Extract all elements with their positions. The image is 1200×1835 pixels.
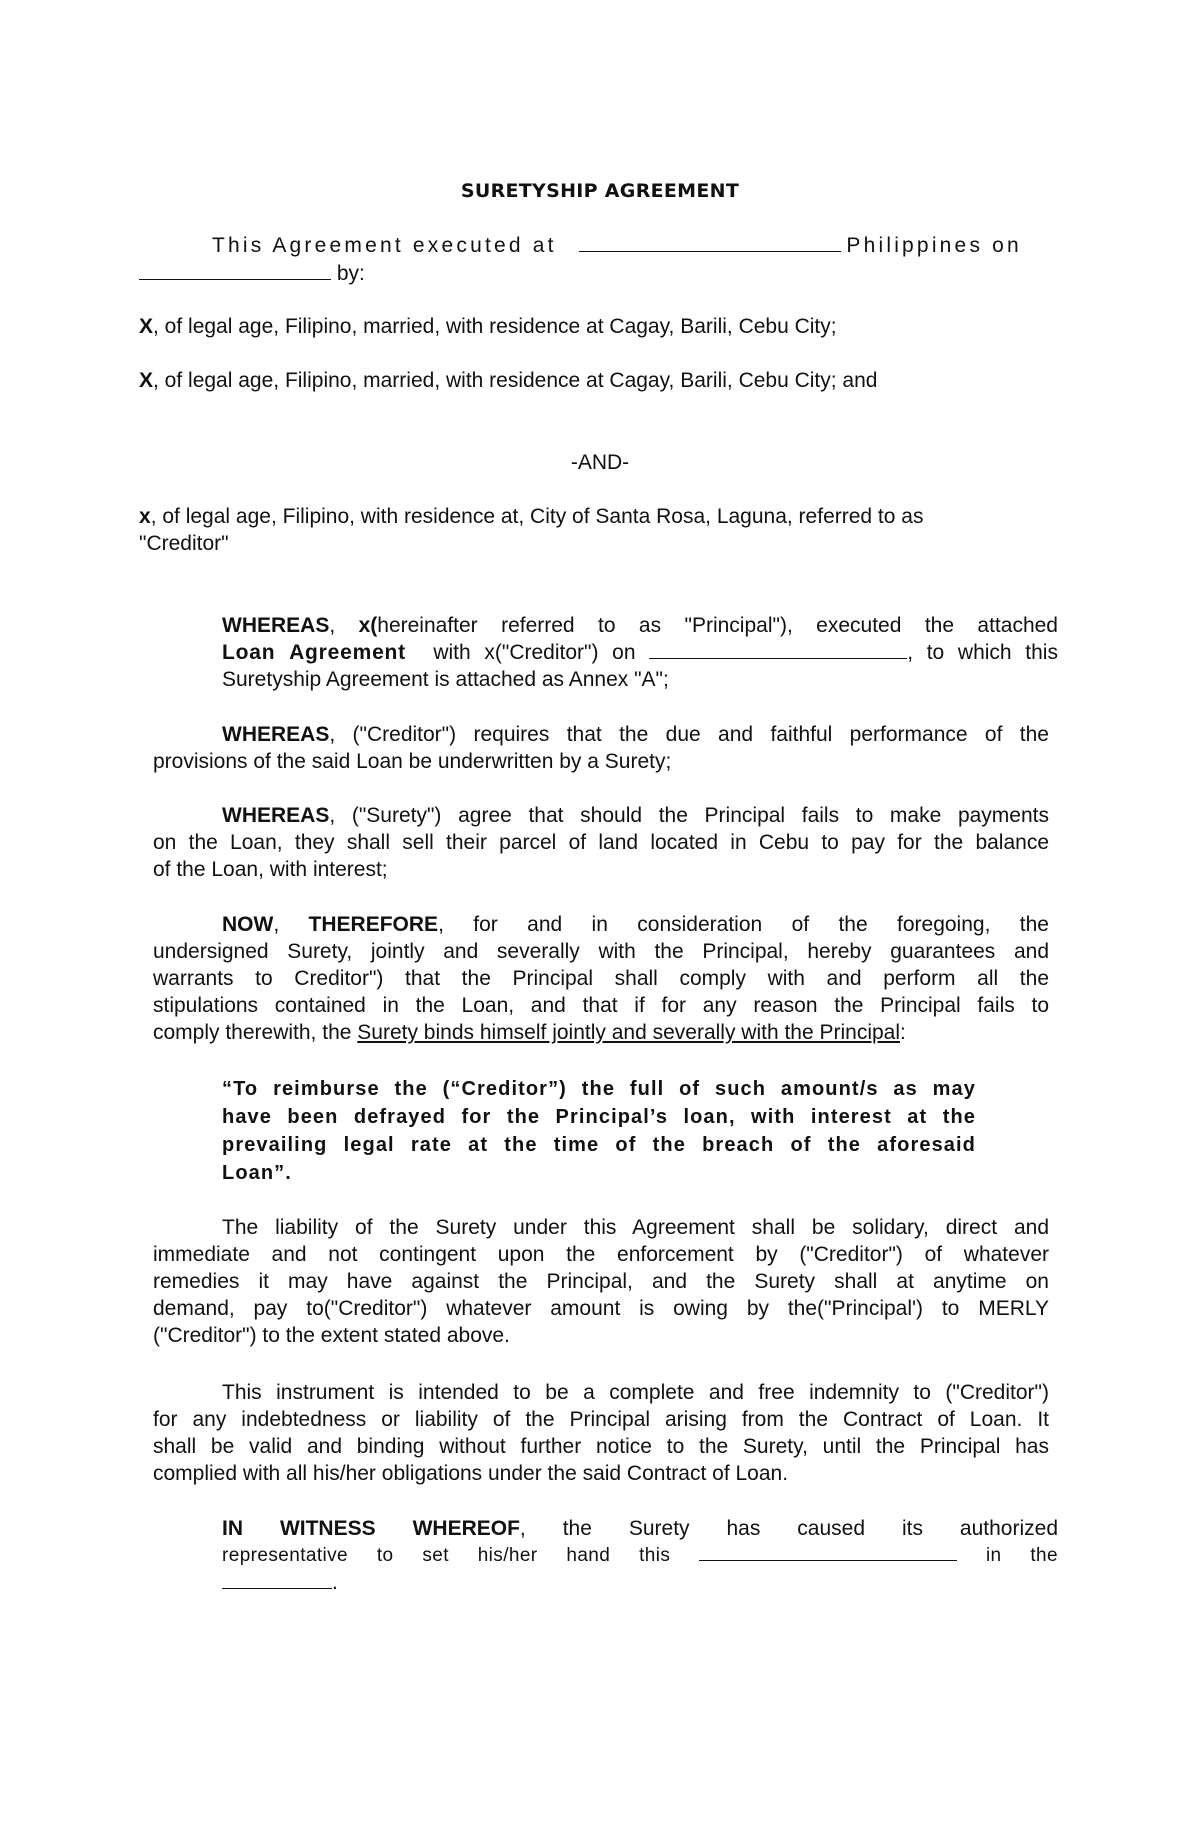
quote-line-4: Loan”.: [222, 1162, 292, 1184]
surety-binds-clause: Surety binds himself jointly and severally with the Principal: [357, 1021, 901, 1044]
creditor-details-line-2: "Creditor": [139, 532, 229, 555]
whereas-3-line-1-text: , ("Surety") agree that should the Principal fails to make payments: [329, 804, 1049, 827]
document-title: SURETYSHIP AGREEMENT: [460, 180, 740, 202]
party-1-details: , of legal age, Filipino, married, with residence at Cagay, Barili, Cebu City;: [153, 315, 837, 338]
creditor-details-line-1: , of legal age, Filipino, with residence at, City of Santa Rosa, Laguna, referred to as: [150, 505, 924, 528]
whereas-2-line-1-text: , ("Creditor") requires that the due and faithful performance of the: [329, 723, 1049, 746]
witness-line-1-text: , the Surety has caused its authorized: [519, 1517, 1058, 1540]
whereas-1-line-3: Suretyship Agreement is attached as Annex "A";: [222, 668, 669, 691]
liability-line-2: immediate and not contingent upon the enforcement by ("Creditor") of whatever: [153, 1243, 1049, 1266]
whereas-1-with-creditor: with x("Creditor") on: [433, 641, 636, 664]
intro-line-2: [139, 260, 365, 287]
now-therefore-line-1: [153, 911, 1049, 938]
now-therefore-line-5-prefix: comply therewith, the: [153, 1021, 352, 1044]
indemnity-line-1: This instrument is intended to be a complete and free indemnity to ("Creditor"): [222, 1381, 1049, 1404]
witness-line-2-prefix: representative to set his/her hand this: [222, 1545, 671, 1566]
whereas-3-line-2: on the Loan, they shall sell their parcel of land located in Cebu to pay for the balance: [153, 831, 1049, 854]
witness-line-2-suffix: in the: [985, 1545, 1058, 1566]
now-therefore: [153, 911, 1049, 1046]
whereas-2-line-2: provisions of the said Loan be underwritten by a Surety;: [153, 750, 672, 773]
creditor-party: [139, 503, 1059, 557]
liability-line-3: remedies it may have against the Principal, and the Surety shall at anytime on: [153, 1270, 1049, 1293]
party-2-name: X: [139, 369, 154, 392]
witness-line-2: [222, 1542, 1058, 1569]
whereas-3-line-3: of the Loan, with interest;: [153, 858, 388, 881]
and-separator: -AND-: [570, 451, 630, 474]
quote-line-1: “To reimburse the (“Creditor”) the full of such amount/s as may: [222, 1078, 976, 1100]
party-1-name: X: [139, 315, 154, 338]
whereas-2: [153, 721, 1049, 775]
loan-date-blank: [649, 640, 907, 659]
reimbursement-quote: [222, 1075, 976, 1187]
date-blank: [139, 261, 331, 280]
whereas-1: [222, 612, 1058, 693]
party-1: [139, 313, 1059, 340]
now-therefore-line-1-text: , for and in consideration of the foregoing, the: [438, 913, 1049, 936]
indemnity-paragraph: [153, 1379, 1049, 1487]
day-blank: [699, 1542, 957, 1561]
now-therefore-line-2: undersigned Surety, jointly and severally with the Principal, hereby guarantees and: [153, 940, 1049, 963]
indemnity-line-4: complied with all his/her obligations under the said Contract of Loan.: [153, 1462, 789, 1485]
creditor-name: x: [139, 505, 151, 528]
now-therefore-line-5-suffix: :: [900, 1021, 906, 1044]
whereas-1-label: WHEREAS: [222, 614, 330, 637]
month-blank: [222, 1570, 332, 1589]
witness-line-3-suffix: .: [332, 1571, 338, 1594]
intro-place-suffix: Philippines on: [846, 234, 1022, 257]
whereas-1-to-which: , to which this: [907, 641, 1058, 664]
indemnity-line-3: shall be valid and binding without further notice to the Surety, until the Principal has: [153, 1435, 1049, 1458]
whereas-1-principal-name: x(: [358, 614, 378, 637]
party-2: [139, 367, 1059, 394]
whereas-2-line-1: [153, 721, 1049, 748]
whereas-1-line-1: [222, 612, 1058, 639]
quote-line-3: prevailing legal rate at the time of the breach of the aforesaid: [222, 1134, 976, 1156]
now-therefore-line-3: warrants to Creditor") that the Principal shall comply with and perform all the: [153, 967, 1049, 990]
in-witness-whereof-label: IN WITNESS WHEREOF: [222, 1517, 520, 1540]
now-therefore-line-4: stipulations contained in the Loan, and that if for any reason the Principal fails to: [153, 994, 1049, 1017]
now-therefore-line-5: [153, 1019, 1049, 1046]
whereas-2-label: WHEREAS: [222, 723, 330, 746]
whereas-1-line-2: [222, 639, 1058, 666]
liability-line-5: ("Creditor") to the extent stated above.: [153, 1324, 510, 1347]
therefore-label: THEREFORE: [308, 913, 439, 936]
witness-paragraph: [222, 1515, 1058, 1596]
quote-line-2: have been defrayed for the Principal’s loan, with interest at the: [222, 1106, 976, 1128]
now-label: NOW: [222, 913, 274, 936]
liability-line-1: The liability of the Surety under this Agreement shall be solidary, direct and: [222, 1216, 1049, 1239]
indemnity-line-2: for any indebtedness or liability of the Principal arising from the Contract of Loan. It: [153, 1408, 1049, 1431]
liability-line-4: demand, pay to("Creditor") whatever amount is owing by the("Principal') to MERLY: [153, 1297, 1049, 1320]
liability-paragraph: [153, 1214, 1049, 1349]
whereas-1-comma: ,: [329, 614, 336, 637]
intro-by-text: by:: [336, 262, 365, 285]
intro-line-1: [212, 232, 1062, 259]
party-2-details: , of legal age, Filipino, married, with residence at Cagay, Barili, Cebu City; and: [153, 369, 878, 392]
whereas-1-line-1-text: hereinafter referred to as "Principal"), executed the attached: [377, 614, 1058, 637]
whereas-3: [153, 802, 1049, 883]
loan-agreement-label: Loan Agreement: [222, 641, 406, 664]
place-blank: [579, 233, 841, 252]
whereas-3-line-1: [153, 802, 1049, 829]
intro-executed-text: This Agreement executed at: [212, 234, 557, 257]
now-comma: ,: [273, 913, 280, 936]
witness-line-1: [222, 1515, 1058, 1542]
witness-line-3: [222, 1569, 1058, 1596]
whereas-3-label: WHEREAS: [222, 804, 330, 827]
